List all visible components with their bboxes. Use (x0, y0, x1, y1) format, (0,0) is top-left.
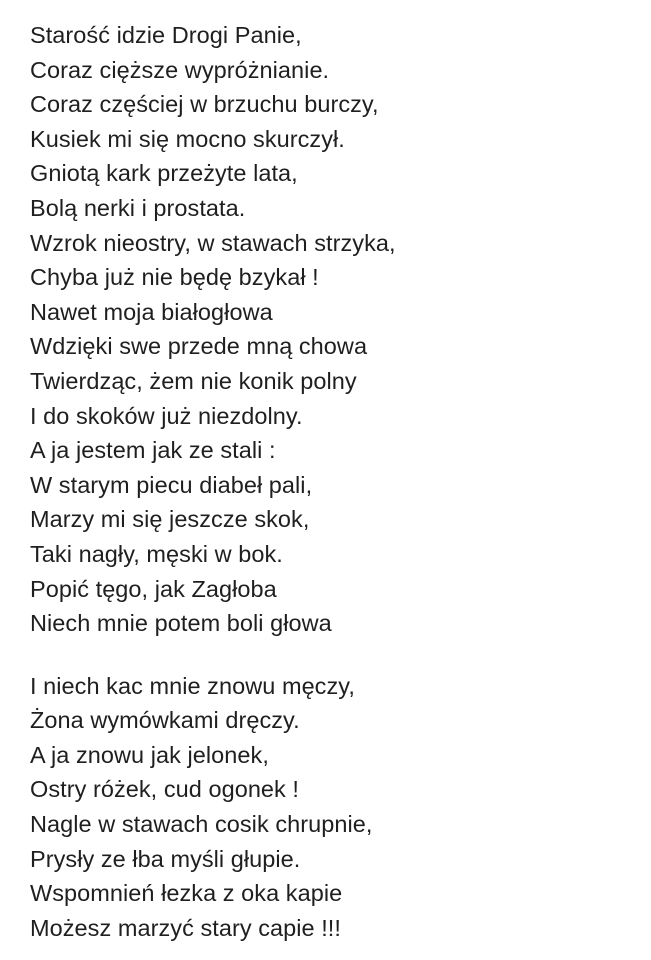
poem-line: A ja jestem jak ze stali : (30, 437, 276, 464)
poem-line: Ostry różek, cud ogonek ! (30, 776, 300, 803)
poem-line: A ja znowu jak jelonek, (30, 741, 269, 768)
poem-line: Nagle w stawach cosik chrupnie, (30, 811, 373, 838)
poem-line: Możesz marzyć stary capie !!! (30, 914, 341, 941)
poem-line: Twierdząc, żem nie konik polny (30, 367, 357, 394)
poem-line: I niech kac mnie znowu męczy, (30, 672, 355, 699)
stanza-divider (30, 641, 396, 669)
poem-line: Starość idzie Drogi Panie, (30, 22, 302, 48)
poem-line: Nawet moja białogłowa (30, 298, 273, 325)
poem-line: Popić tęgo, jak Zagłoba (30, 575, 277, 602)
poem-line: Taki nagły, męski w bok. (30, 540, 283, 567)
poem-line: Gniotą kark przeżyte lata, (30, 160, 298, 187)
poem-line: Wdzięki swe przede mną chowa (30, 333, 368, 360)
poem-line: Bolą nerki i prostata. (30, 194, 246, 221)
poem-line: Prysły ze łba myśli głupie. (30, 845, 301, 872)
poem-line: Coraz częściej w brzuchu burczy, (30, 91, 379, 118)
poem-line: Niech mnie potem boli głowa (30, 610, 332, 637)
poem-line: Wzrok nieostry, w stawach strzyka, (30, 229, 396, 256)
poem-line: Chyba już nie będę bzykał ! (30, 264, 319, 291)
poem-line: Kusiek mi się mocno skurczył. (30, 125, 345, 152)
poem-line: W starym piecu diabeł pali, (30, 471, 313, 498)
poem-line: Żona wymówkami dręczy. (30, 707, 300, 734)
poem-line: I do skoków już niezdolny. (30, 402, 303, 429)
poem-stanza-2 (30, 669, 396, 946)
poem-text (30, 18, 396, 945)
poem-line: Wspomnień łezka z oka kapie (30, 880, 343, 907)
poem-line: Marzy mi się jeszcze skok, (30, 506, 310, 533)
poem-line: Coraz cięższe wypróżnianie. (30, 56, 330, 83)
poem-stanza-1 (30, 18, 396, 641)
